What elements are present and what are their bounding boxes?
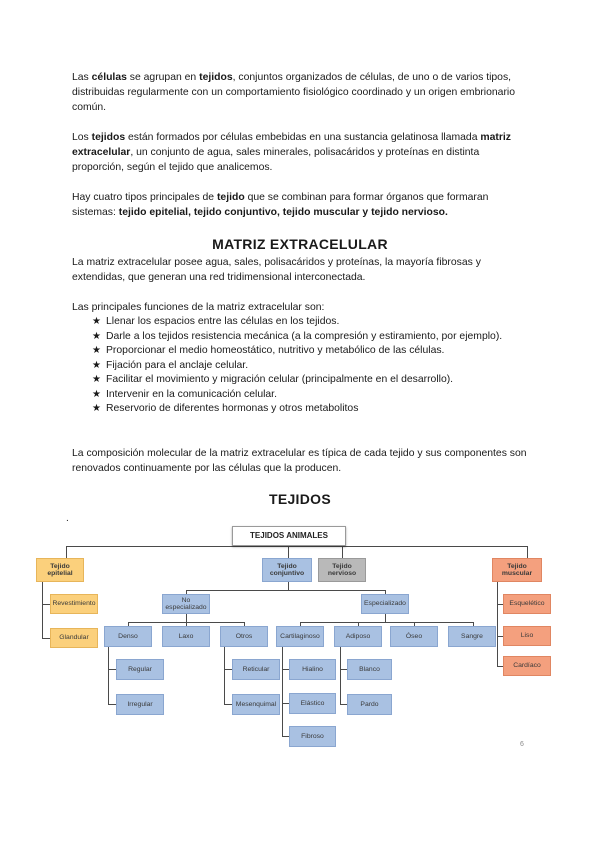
list-item: ★ Reservorio de diferentes hormonas y otros metabolitos — [92, 402, 522, 417]
node-liso: Liso — [503, 626, 551, 646]
node-hialino: Hialino — [289, 659, 336, 680]
list-item: ★ Fijación para el anclaje celular. — [92, 359, 522, 374]
star-icon: ★ — [92, 330, 101, 342]
connector-line — [224, 647, 225, 705]
connector-line — [385, 614, 386, 622]
matriz-paragraph-3: La composición molecular de la matriz extracelular es típica de cada tejido y sus componentes son renovados continuamente por las células que la producen. — [72, 448, 527, 474]
star-icon: ★ — [92, 388, 101, 400]
intro-paragraph-2: Los tejidos están formados por células embebidas en una sustancia gelatinosa llamada matriz extracelular, un conjunto de agua, sales minerales, polisacáridos y proteínas en distinta proporción, según el tejido que analicemos. — [72, 132, 511, 173]
connector-line — [282, 736, 289, 737]
connector-line — [342, 546, 343, 558]
connector-line — [186, 590, 386, 591]
node-regular: Regular — [116, 659, 164, 680]
intro-paragraph-1: Las células se agrupan en tejidos, conjuntos organizados de células, de uno o de varios tipos, distribuidas regularmente con un comportamiento fisiológico coordinado y un origen embrionario común. — [72, 72, 516, 113]
connector-line — [282, 703, 289, 704]
list-item: ★ Intervenir en la comunicación celular. — [92, 388, 522, 403]
connector-line — [340, 669, 347, 670]
node-mesenquimal: Mesenquimal — [232, 694, 280, 715]
connector-line — [288, 582, 289, 590]
list-item: ★ Proporcionar el medio homeostático, nutritivo y metabólico de las células. — [92, 344, 522, 359]
node-tejido-epitelial: Tejido epitelial — [36, 558, 84, 582]
connector-line — [66, 546, 67, 558]
connector-line — [42, 638, 50, 639]
matriz-heading: MATRIZ EXTRACELULAR — [212, 236, 388, 252]
node-denso: Denso — [104, 626, 152, 647]
node-especializado: Especializado — [361, 594, 409, 614]
connector-line — [42, 604, 50, 605]
node-tejido-muscular: Tejido muscular — [492, 558, 542, 582]
list-item: ★ Llenar los espacios entre las células en los tejidos. — [92, 315, 522, 330]
node-oseo: Óseo — [390, 626, 438, 647]
connector-line — [300, 622, 474, 623]
node-cartilaginoso: Cartilaginoso — [276, 626, 324, 647]
page-number: 6 — [520, 741, 524, 748]
matriz-paragraph-1: La matriz extracelular posee agua, sales, polisacáridos y proteínas, la mayoría fibrosas y extendidas, que generan una red tridimensional interconectada. — [72, 257, 481, 283]
node-no-especializado: No especializado — [162, 594, 210, 614]
node-elastico: Elástico — [289, 693, 336, 714]
node-laxo: Laxo — [162, 626, 210, 647]
node-fibroso: Fibroso — [289, 726, 336, 747]
list-item: ★ Darle a los tejidos resistencia mecánica (a la compresión y estiramiento, por ejemplo). — [92, 330, 522, 345]
connector-line — [340, 647, 341, 705]
intro-paragraph-3: Hay cuatro tipos principales de tejido que se combinan para formar órganos que formaran sistemas: tejido epitelial, tejido conjuntivo, tejido muscular y tejido nervioso. — [72, 192, 489, 218]
connector-line — [108, 669, 116, 670]
node-sangre: Sangre — [448, 626, 496, 647]
stray-dot: . — [66, 513, 69, 524]
node-adiposo: Adiposo — [334, 626, 382, 647]
node-esqueletico: Esquelético — [503, 594, 551, 614]
node-tejido-conjuntivo: Tejido conjuntivo — [262, 558, 312, 582]
node-revestimiento: Revestimiento — [50, 594, 98, 614]
connector-line — [340, 704, 347, 705]
node-tejidos-animales: TEJIDOS ANIMALES — [232, 526, 346, 546]
node-glandular: Glandular — [50, 628, 98, 648]
node-reticular: Reticular — [232, 659, 280, 680]
connector-line — [224, 669, 232, 670]
connector-line — [108, 647, 109, 705]
list-item: ★ Facilitar el movimiento y migración celular (principalmente en el desarrollo). — [92, 373, 522, 388]
node-cardiaco: Cardíaco — [503, 656, 551, 676]
tejidos-heading: TEJIDOS — [268, 491, 331, 507]
connector-line — [282, 647, 283, 737]
connector-line — [527, 546, 528, 558]
star-icon: ★ — [92, 345, 101, 356]
connector-line — [224, 704, 232, 705]
connector-line — [108, 704, 116, 705]
connector-line — [128, 622, 245, 623]
connector-line — [497, 582, 498, 667]
star-icon: ★ — [92, 403, 101, 414]
functions-list — [92, 315, 522, 417]
star-icon: ★ — [92, 359, 101, 371]
star-icon: ★ — [92, 374, 101, 385]
connector-line — [66, 546, 528, 547]
node-tejido-nervioso: Tejido nervioso — [318, 558, 366, 582]
node-blanco: Blanco — [347, 659, 392, 680]
star-icon: ★ — [92, 316, 101, 327]
connector-line — [186, 614, 187, 622]
matriz-paragraph-2: Las principales funciones de la matriz extracelular son: — [72, 302, 325, 313]
node-otros: Otros — [220, 626, 268, 647]
node-irregular: Irregular — [116, 694, 164, 715]
connector-line — [282, 669, 289, 670]
connector-line — [42, 582, 43, 639]
node-pardo: Pardo — [347, 694, 392, 715]
connector-line — [288, 546, 289, 558]
